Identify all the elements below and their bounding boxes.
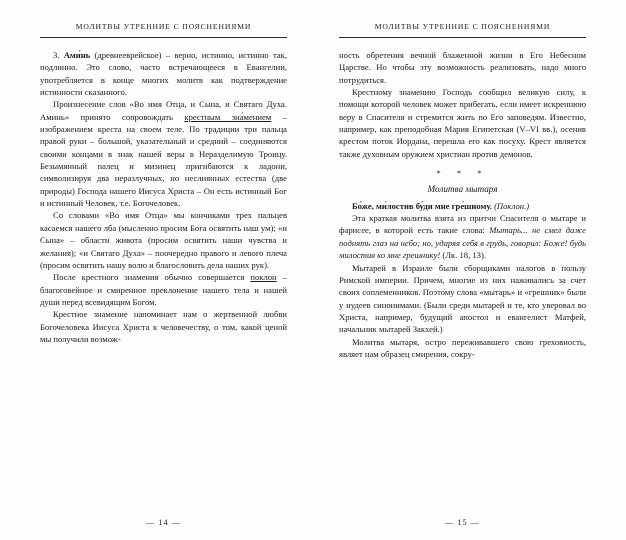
paragraph-cross-power — [339, 86, 586, 160]
paragraph-sign-of-cross — [40, 98, 287, 209]
paragraph-cross-gesture — [40, 209, 287, 271]
paragraph-runs: Со словами «Во имя Отца» мы кончиками трех пальцев касаемся нашего лба (мысленно просим Бога освятить наш ум); «и Сына» – области живота (просим освятить наши чувства и желания); «и Святаго Духа» – поочередно правого и левого плеча (просим освятить нашу волю и благословить дела наших рук). — [40, 210, 287, 270]
paragraph-amen — [40, 49, 287, 98]
right-page-body — [339, 49, 586, 360]
paragraph-runs: 3. Ами́нь (древнееврейское) – верно, истинно, истинно так, подлинно. Это слово, часто встречающееся в Евангелии, употребляется в конце многих молитв как подтверждение истинности сказанного. — [40, 50, 287, 98]
running-head-right: МОЛИТВЫ УТРЕННИЕ С ПОЯСНЕНИЯМИ — [374, 22, 551, 31]
running-head-left: МОЛИТВЫ УТРЕННИЕ С ПОЯСНЕНИЯМИ — [75, 22, 252, 31]
paragraph-runs: Бо́же, ми́лостив бу́ди мне гре́шному. (Поклон.) — [352, 200, 530, 211]
paragraph-runs: ность обретения вечной блаженной жизни в Его Небесном Царстве. Но чтобы эту возможность реализовать, надо много потрудиться. — [339, 50, 586, 85]
header-rule-right — [339, 37, 586, 38]
paragraph-runs: Эта краткая молитва взята из притчи Спасителя о мытаре и фарисее, в которой есть такие слова: Мытарь... не смел даже поднять глаз на небо; но, ударяя себя в грудь, говорил: Боже! будь милостив ко мне грешнику! (Лк. 18, 13). — [339, 213, 586, 261]
paragraph-runs: После крестного знамения обычно совершается поклон – благоговейное и смиренное преклонение нашего тела и нашей души перед всевидящим Богом. — [40, 272, 287, 307]
paragraph-continuation — [339, 49, 586, 86]
paragraph-publicans — [339, 262, 586, 336]
page-number-right: — 15 — — [445, 518, 480, 527]
header-rule-left — [40, 37, 287, 38]
paragraph-parable — [339, 212, 586, 261]
paragraph-runs: Молитва мытаря, остро переживавшего свою греховность, являет нам образец смирения, сокру- — [339, 336, 586, 359]
paragraph-runs: Мытарей в Израиле были сборщиками налогов в пользу Римской империи. Причем, многие из них наживались за счет своих соплеменников. Поэтому слова «мытарь» и «грешник» были у иудеев синонимами. (Были среди мытарей и те, кто уверовал во Христа, например, будущий апостол и евангелист Матфей, начальник мытарей Закхей.) — [339, 262, 586, 335]
prayer-title: Молитва мытаря — [427, 184, 498, 195]
right-page — [313, 0, 626, 540]
paragraph-runs: Крестному знамению Господь сообщил великую силу, к помощи которой человек может прибегать, если имеет искреннюю веру в Спасителя и стремится жить по Его заповедям. Известно, например, как преподобная Мария Египетская (V–VI вв.), осенив крестом поток Иордана, перешла его как посуху. Крест является также духовным оружием христиан против демонов. — [339, 87, 586, 159]
paragraph-bow — [40, 271, 287, 308]
prayer-opening-line — [339, 200, 586, 212]
section-separator: * * * — [436, 168, 489, 179]
paragraph-humility — [339, 336, 586, 361]
page-number-left: — 14 — — [146, 518, 181, 527]
paragraph-runs: Произнесение слов «Во имя Отца, и Сына, и Святаго Духа. Аминь» принято сопровождать крестным зна́мением – изображением креста на своем теле. По традиции три пальца правой руки – большой, указательный и средний – соединяются своими концами в знак нашей веры в Неразделимую Троицу. Безымянный палец и мизинец пригибаются к ладони, символизируя два неразлучных, но неслиянных естества (две природы) Господа нашего Иисуса Христа – Он есть истинный Бог и истинный Человек, т.е. Богочеловек. — [40, 99, 288, 209]
left-page-body — [40, 49, 287, 345]
paragraph-runs: Крестное знамение напоминает нам о жертвенной любви Богочеловека Иисуса Христа к человечеству, о том, какой ценой мы получили возмож- — [40, 309, 287, 344]
paragraph-cross-meaning — [40, 308, 287, 345]
